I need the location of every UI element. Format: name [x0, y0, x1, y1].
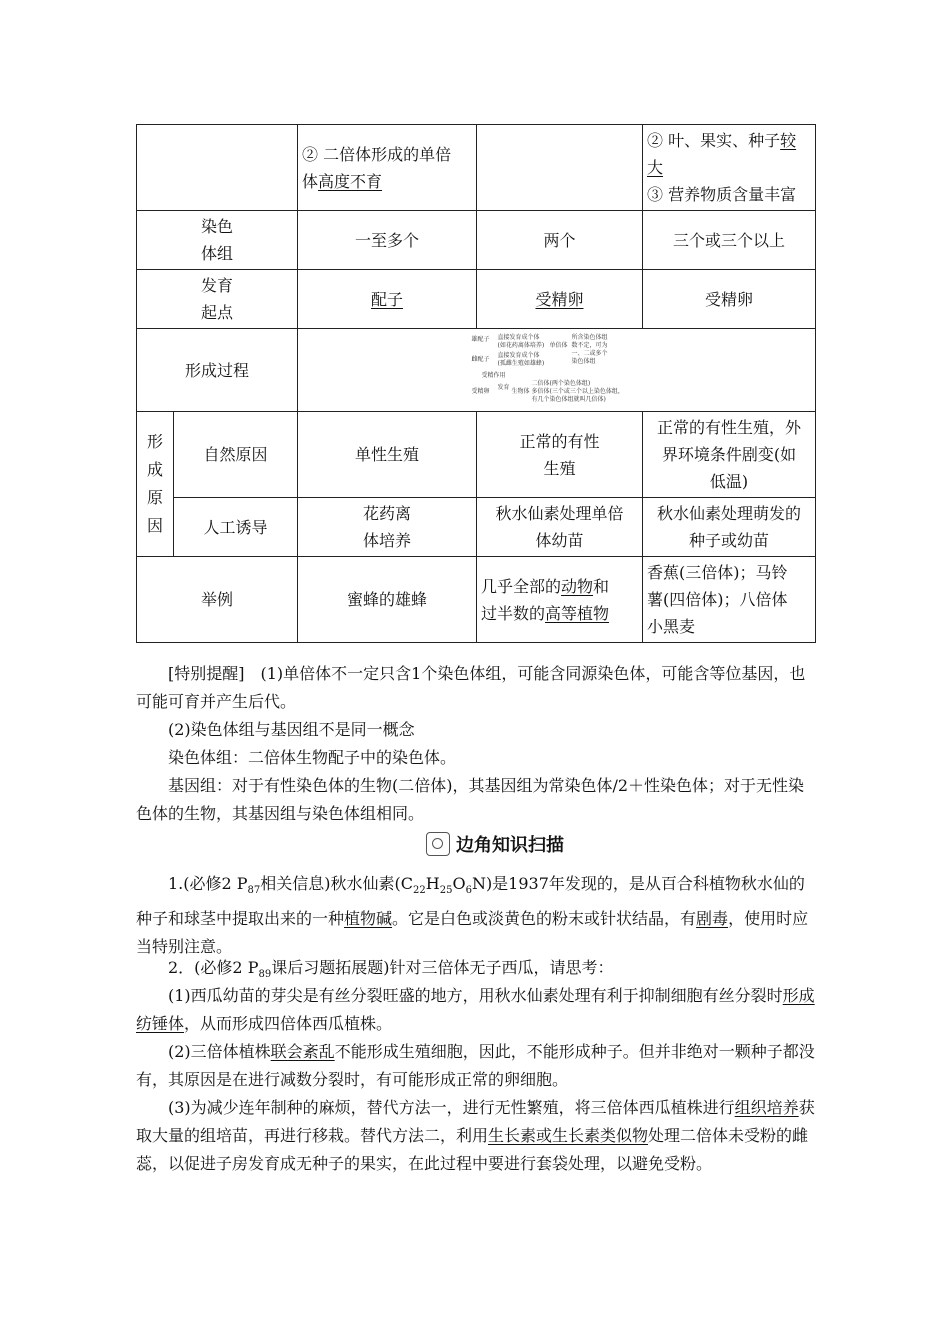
- table-cell: ② 叶、果实、种子较 大 ③ 营养物质含量丰富: [643, 125, 816, 211]
- reminder-paragraph: 染色体组：二倍体生物配子中的染色体。: [168, 748, 457, 767]
- reminder-paragraph: 基因组：对于有性染色体的生物(二倍体)，其基因组为常染色体/2＋性染色体；对于无性染色体的生物，其基因组与染色体组相同。: [136, 776, 805, 823]
- table-row: [137, 557, 816, 643]
- table-cell: 秋水仙素处理萌发的 种子或幼苗: [643, 498, 816, 557]
- section-header: [426, 831, 564, 857]
- knowledge-item-2-1: (1)西瓜幼苗的芽尖是有丝分裂旺盛的地方，用秋水仙素处理有利于抑制细胞有丝分裂时形成纺锤体，从而形成四倍体西瓜植株。: [136, 986, 815, 1033]
- row-label-example: 举例: [137, 557, 298, 643]
- table-cell: 正常的有性生殖，外 界环境条件剧变(如 低温): [643, 412, 816, 498]
- table-row: [137, 270, 816, 329]
- table-row: [137, 211, 816, 270]
- table-cell: 人工诱导: [174, 498, 298, 557]
- chromosome-comparison-table: [136, 124, 816, 643]
- row-label-origin: 发育 起点: [137, 270, 298, 329]
- table-cell: 正常的有性 生殖: [477, 412, 643, 498]
- row-label-chromosome-set: 染色 体组: [137, 211, 298, 270]
- table-row: [137, 412, 816, 498]
- table-cell: 一至多个: [298, 211, 477, 270]
- table-cell: 单性生殖: [298, 412, 477, 498]
- section-title: 边角知识扫描: [456, 835, 564, 856]
- table-row: [137, 329, 816, 412]
- table-cell: 受精卵: [643, 270, 816, 329]
- table-cell: 几乎全部的动物和 过半数的高等植物: [477, 557, 643, 643]
- process-diagram-cell: [298, 329, 816, 412]
- process-diagram: 雄配子 直接发育成个体 (如花药离体培养) 单倍体 雌配子 直接发育成个体 (孤雌生殖如雄蜂) 受精作用 受精卵 发育 生物体 所含染色体组 数不定，可为 一、二或多个 染色体组 二倍体(两个染色体组) 多倍体(三个或三个以上染色体组， 有几个染色体组就叫几倍体): [471, 334, 624, 403]
- row-label-process: 形成过程: [137, 329, 298, 412]
- knowledge-item-1: 1.(必修2 $P_{87}$相关信息)秋水仙素$(C_{22}H_{25}O_6N)$是1937年发现的，是从百合科植物秋水仙的种子和球茎中提取出来的一种植物碱。它是白色或淡黄色的粉末或针状结晶，有剧毒，使用时应当特别注意。: [136, 874, 809, 957]
- table-row: [137, 498, 816, 557]
- knowledge-item-2-3: (3)为减少连年制种的麻烦，替代方法一，进行无性繁殖，将三倍体西瓜植株进行组织培养获取大量的组培苗，再进行移栽。替代方法二，利用生长素或生长素类似物处理二倍体未受粉的雌蕊，以促进子房发育成无种子的果实，在此过程中要进行套袋处理，以避免受粉。: [136, 1098, 815, 1173]
- magnifier-icon: [426, 832, 450, 856]
- table-cell: 配子: [298, 270, 477, 329]
- reminder-paragraph: [特别提醒] (1)单倍体不一定只含1个染色体组，可能含同源染色体，可能含等位基因，也可能可育并产生后代。: [136, 664, 806, 711]
- table-cell: [477, 125, 643, 211]
- knowledge-item-2-2: (2)三倍体植株联会紊乱不能形成生殖细胞，因此，不能形成种子。但并非绝对一颗种子都没有，其原因是在进行减数分裂时，有可能形成正常的卵细胞。: [136, 1042, 815, 1089]
- knowledge-item-2: 2．(必修2 $P_{89}$课后习题拓展题)针对三倍体无子西瓜，请思考：: [168, 958, 614, 981]
- table-cell: 秋水仙素处理单倍 体幼苗: [477, 498, 643, 557]
- table-cell: 受精卵: [477, 270, 643, 329]
- table-cell: 花药离 体培养: [298, 498, 477, 557]
- table-cell: 蜜蜂的雄蜂: [298, 557, 477, 643]
- table-cell: [137, 125, 298, 211]
- table-cell: 三个或三个以上: [643, 211, 816, 270]
- reminder-paragraph: (2)染色体组与基因组不是同一概念: [168, 720, 415, 739]
- table-row: [137, 125, 816, 211]
- table-cell: ② 二倍体形成的单倍 体高度不育: [298, 125, 477, 211]
- table-cell: 自然原因: [174, 412, 298, 498]
- row-label-cause: 形 成 原 因: [137, 412, 174, 557]
- table-cell: 两个: [477, 211, 643, 270]
- table-cell: 香蕉(三倍体)；马铃 薯(四倍体)；八倍体 小黑麦: [643, 557, 816, 643]
